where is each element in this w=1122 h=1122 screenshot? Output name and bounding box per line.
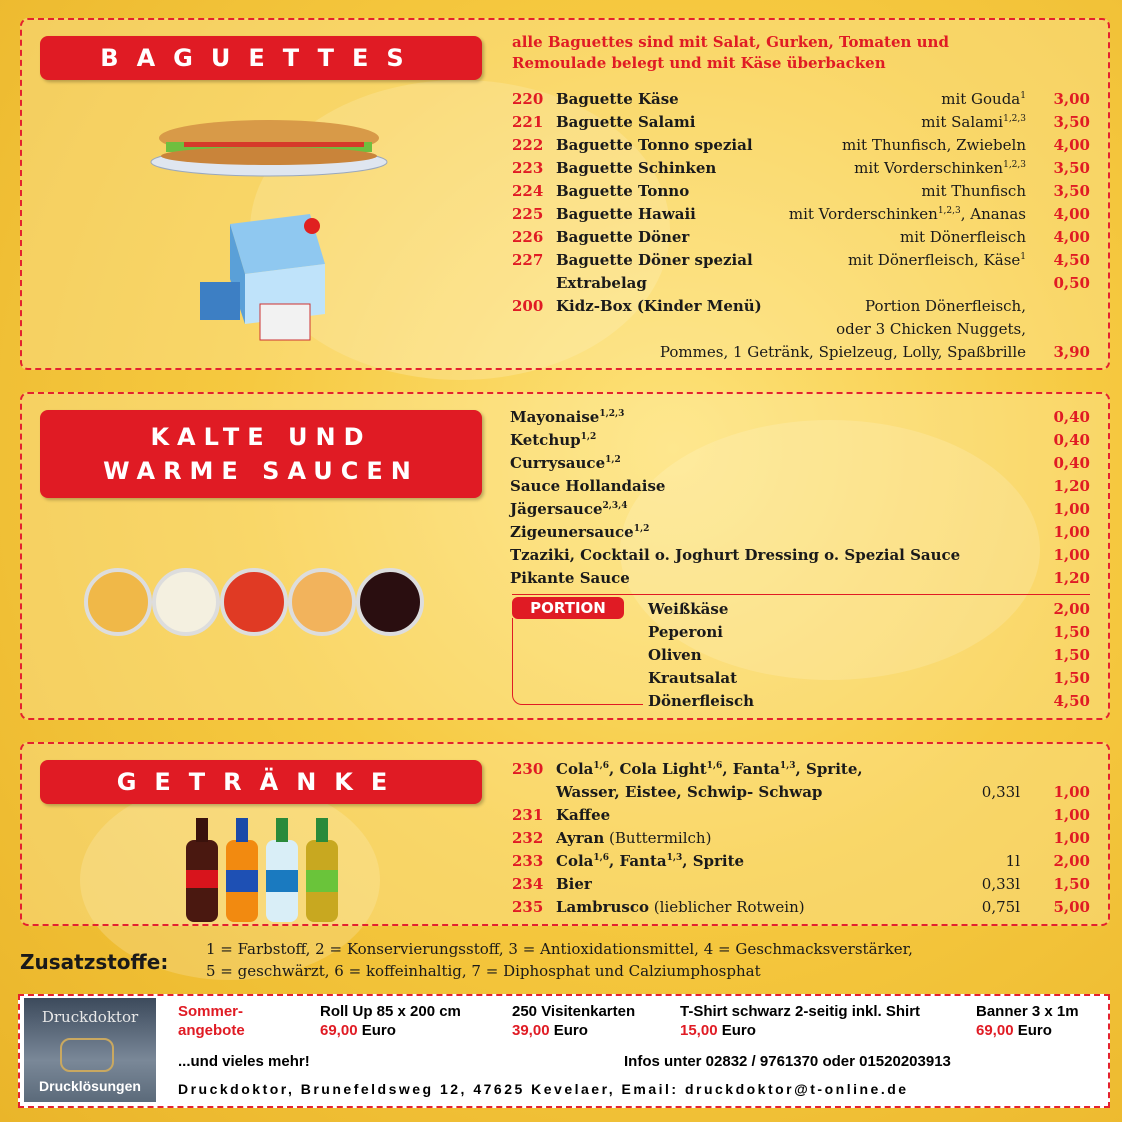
drink-item: 230 Cola$^{1,6}$, Cola Light$^{1,6}$, Fanta$^{1,3}$, Sprite,	[512, 760, 863, 778]
saucen-section	[20, 392, 1110, 720]
baguettes-note: alle Baguettes sind mit Salat, Gurken, Tomaten und Remoulade belegt und mit Käse überbacken	[512, 33, 949, 72]
saucen-banner	[40, 410, 482, 498]
portion-divider	[512, 594, 1090, 595]
drink-item: Wasser, Eistee, Schwip- Schwap 0,33l 1,00	[556, 783, 1090, 801]
portion-item: Weißkäse 2,00	[648, 600, 1090, 618]
footer-phone-info: Infos unter 02832 / 9761370 oder 01520203913	[624, 1053, 951, 1070]
zusatzstoffe-label: Zusatzstoffe:	[20, 950, 169, 974]
menu-item: 221 Baguette Salami mit Salami$^{1,2,3}$ 3,50	[512, 113, 1090, 131]
baguette-image	[144, 112, 394, 178]
druckdoktor-ad	[18, 994, 1110, 1108]
saucen-title-line1: KALTE UND	[150, 423, 372, 451]
offer-roll-up: Roll Up 85 x 200 cm 69,00 Euro	[320, 1003, 461, 1039]
sauce-item: Ketchup$^{1,2}$ 0,40	[510, 431, 1090, 449]
drink-item: 233 Cola$^{1,6}$, Fanta$^{1,3}$, Sprite 1l 2,00	[512, 852, 1090, 870]
sauce-item: Pikante Sauce 1,20	[510, 569, 1090, 587]
drink-item: 232 Ayran (Buttermilch) 1,00	[512, 829, 1090, 847]
getraenke-title: GETRÄNKE	[116, 768, 406, 796]
drink-item: 231 Kaffee 1,00	[512, 806, 1090, 824]
baguettes-title: BAGUETTES	[100, 44, 422, 72]
offer-t-shirt: T-Shirt schwarz 2-seitig inkl. Shirt 15,00 Euro	[680, 1003, 921, 1039]
sommer-angebote: Sommer- angebote	[178, 1003, 245, 1039]
drink-item: 234 Bier 0,33l 1,50	[512, 875, 1090, 893]
portion-label: PORTION	[512, 597, 624, 619]
sauce-item: Mayonaise$^{1,2,3}$ 0,40	[510, 408, 1090, 426]
sauce-item: Zigeunersauce$^{1,2}$ 1,00	[510, 523, 1090, 541]
zusatzstoffe-line1: 1 = Farbstoff, 2 = Konservierungsstoff, 3 = Antioxidationsmittel, 4 = Geschmacksverstärker,	[206, 940, 913, 958]
menu-item: 227 Baguette Döner spezial mit Dönerfleisch, Käse$^1$ 4,50	[512, 251, 1090, 269]
menu-item-kidz-box: 200 Kidz-Box (Kinder Menü) Portion Dönerfleisch, oder 3 Chicken Nuggets, Pommes, 1 Getränk, Spielzeug, Lolly, Spaßbrille 3,90	[512, 297, 1090, 361]
menu-item: 226 Baguette Döner mit Dönerfleisch 4,00	[512, 228, 1090, 246]
sauces-image	[80, 566, 430, 638]
sauce-item: Jägersauce$^{2,3,4}$ 1,00	[510, 500, 1090, 518]
druckdoktor-logo: Druckdoktor Drucklösungen	[24, 998, 156, 1102]
menu-item: 222 Baguette Tonno spezial mit Thunfisch, Zwiebeln 4,00	[512, 136, 1090, 154]
menu-item: 225 Baguette Hawaii mit Vorderschinken$^{1,2,3}$, Ananas 4,00	[512, 205, 1090, 223]
menu-item: 223 Baguette Schinken mit Vorderschinken$^{1,2,3}$ 3,50	[512, 159, 1090, 177]
portion-item: Dönerfleisch 4,50	[648, 692, 1090, 710]
sauce-item: Tzaziki, Cocktail o. Joghurt Dressing o. Spezial Sauce 1,00	[510, 546, 1090, 564]
portion-item: Peperoni 1,50	[648, 623, 1090, 641]
menu-item: Extrabelag 0,50	[556, 274, 1090, 292]
drinks-image	[180, 810, 360, 926]
zusatzstoffe-line2: 5 = geschwärzt, 6 = koffeinhaltig, 7 = Diphosphat und Calziumphosphat	[206, 962, 761, 980]
footer-more: ...und vieles mehr!	[178, 1053, 310, 1070]
portion-item: Krautsalat 1,50	[648, 669, 1090, 687]
drink-item: 235 Lambrusco (lieblicher Rotwein) 0,75l 5,00	[512, 898, 1090, 916]
getraenke-banner	[40, 760, 482, 804]
menu-item: 224 Baguette Tonno mit Thunfisch 3,50	[512, 182, 1090, 200]
menu-item: 220 Baguette Käse mit Gouda$^1$ 3,00	[512, 90, 1090, 108]
baguettes-banner	[40, 36, 482, 80]
offer-banner: Banner 3 x 1m 69,00 Euro	[976, 1003, 1079, 1039]
portion-item: Oliven 1,50	[648, 646, 1090, 664]
getraenke-section	[20, 742, 1110, 926]
baguettes-section	[20, 18, 1110, 370]
kidz-box-image	[190, 204, 340, 354]
sauce-item: Currysauce$^{1,2}$ 0,40	[510, 454, 1090, 472]
saucen-title-line2: WARME SAUCEN	[103, 457, 419, 485]
sauce-item: Sauce Hollandaise 1,20	[510, 477, 1090, 495]
offer-visitenkarten: 250 Visitenkarten 39,00 Euro	[512, 1003, 636, 1039]
druckdoktor-logo-icon	[60, 1038, 114, 1072]
portion-bracket	[512, 618, 643, 705]
footer-address: Druckdoktor, Brunefeldsweg 12, 47625 Kevelaer, Email: druckdoktor@t-online.de	[178, 1081, 909, 1097]
